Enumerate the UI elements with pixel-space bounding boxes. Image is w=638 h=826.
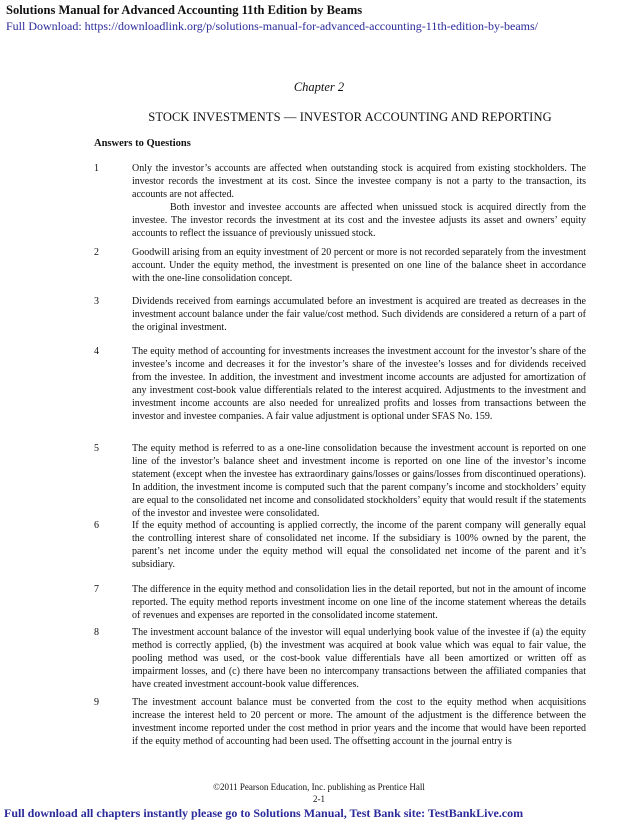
question-number: 7 xyxy=(94,584,99,595)
question-item-6 xyxy=(94,520,586,572)
download-line xyxy=(6,19,538,34)
question-item-3 xyxy=(94,296,586,335)
question-item-1 xyxy=(94,163,586,240)
question-text: The difference in the equity method and consolidation lies in the detail reported, but not in the amount of income reported. The equity method reports investment income on one line of the income statement whereas the details of revenues and expenses are reported in the consolidated income statement. xyxy=(132,584,586,621)
question-number: 6 xyxy=(94,520,99,531)
question-text: The investment account balance of the investor will equal underlying book value of the investee if (a) the equity method is correctly applied, (b) the investment was acquired at book value which was equal to fair value, the pooling method was used, or the cost-book value differentials have all been amortized or written off as impairment losses, and (c) there have been no intercompany transactions between the affiliated companies that have created investment account-book value differences. xyxy=(132,627,586,690)
chapter-heading: STOCK INVESTMENTS — INVESTOR ACCOUNTING AND REPORTING xyxy=(148,110,552,124)
page-number: 2-1 xyxy=(313,794,325,804)
question-text: Goodwill arising from an equity investment of 20 percent or more is not recorded separately from the investment account. Under the equity method, the investment is presented on one line of the balance sheet in accordance with the one-line consolidation concept. xyxy=(132,247,586,284)
question-item-2 xyxy=(94,247,586,286)
question-text: Only the investor’s accounts are affected when outstanding stock is acquired from existing stockholders. The investor records the investment at its cost. Since the investee company is not a party to the transaction, its accounts are not affected. xyxy=(132,163,586,200)
download-label: Full Download: xyxy=(6,19,85,33)
download-link[interactable]: https://downloadlink.org/p/solutions-manual-for-advanced-accounting-11th-edition-by-beams/ xyxy=(84,19,538,33)
question-number: 5 xyxy=(94,443,99,454)
question-item-4 xyxy=(94,346,586,423)
footer-copyright: ©2011 Pearson Education, Inc. publishing as Prentice Hall xyxy=(213,782,425,792)
document-title: Solutions Manual for Advanced Accounting 11th Edition by Beams xyxy=(6,3,363,17)
question-number: 9 xyxy=(94,697,99,708)
question-number: 8 xyxy=(94,627,99,638)
question-text: The equity method is referred to as a one-line consolidation because the investment account is reported on one line of the investor’s balance sheet and investment income is reported on one line of the investor’s income statement (except when the investee has extraordinary gains/losses or gains/losses from discontinued operations). In addition, the investment income is computed such that the parent company’s income and stockholders’ equity are equal to the consolidated net income and consolidated stockholders’ equity that would result if the statements of the investor and investee were consolidated. xyxy=(132,443,586,519)
question-number: 1 xyxy=(94,163,99,174)
question-text: The equity method of accounting for investments increases the investment account for the investor’s share of the investee’s income and decreases it for the investor’s share of the investee’s losses and for dividends received from the investee. In addition, the investment and investment income accounts are adjusted for amortization of any investment cost-book value differentials related to the interest acquired. Adjustments to the investment and investment income accounts are also needed for unrealized profits and losses from transactions between the investor and investee companies. A fair value adjustment is optional under SFAS No. 159. xyxy=(132,346,586,422)
question-text: The investment account balance must be converted from the cost to the equity method when acquisitions increase the interest held to 20 percent or more. The amount of the adjustment is the difference between the investment income reported under the cost method in prior years and the income that would have been reported if the equity method of accounting had been used. The offsetting account in the journal entry is xyxy=(132,697,586,747)
download-banner[interactable]: Full download all chapters instantly please go to Solutions Manual, Test Bank site: TestBankLive.com xyxy=(4,806,524,820)
question-text: Dividends received from earnings accumulated before an investment is acquired are treated as decreases in the investment account balance under the fair value/cost method. Such dividends are considered a return of a part of the original investment. xyxy=(132,296,586,333)
question-number: 3 xyxy=(94,296,99,307)
question-item-7 xyxy=(94,584,586,623)
question-text-continued: Both investor and investee accounts are affected when unissued stock is acquired directly from the investee. The investor records the investment at its cost and the investee adjusts its asset and owners’ equity accounts to reflect the issuance of previously unissued stock. xyxy=(132,201,586,239)
question-item-5 xyxy=(94,443,586,520)
question-text: If the equity method of accounting is applied correctly, the income of the parent company will generally equal the controlling interest share of consolidated net income. If the subsidiary is 100% owned by the parent, the parent’s net income under the equity method will equal the consolidated net income of the parent and it’s subsidiary. xyxy=(132,520,586,570)
chapter-label: Chapter 2 xyxy=(293,80,345,94)
answers-heading: Answers to Questions xyxy=(94,138,191,149)
question-item-8 xyxy=(94,627,586,692)
question-number: 2 xyxy=(94,247,99,258)
question-item-9 xyxy=(94,697,586,749)
question-number: 4 xyxy=(94,346,99,357)
